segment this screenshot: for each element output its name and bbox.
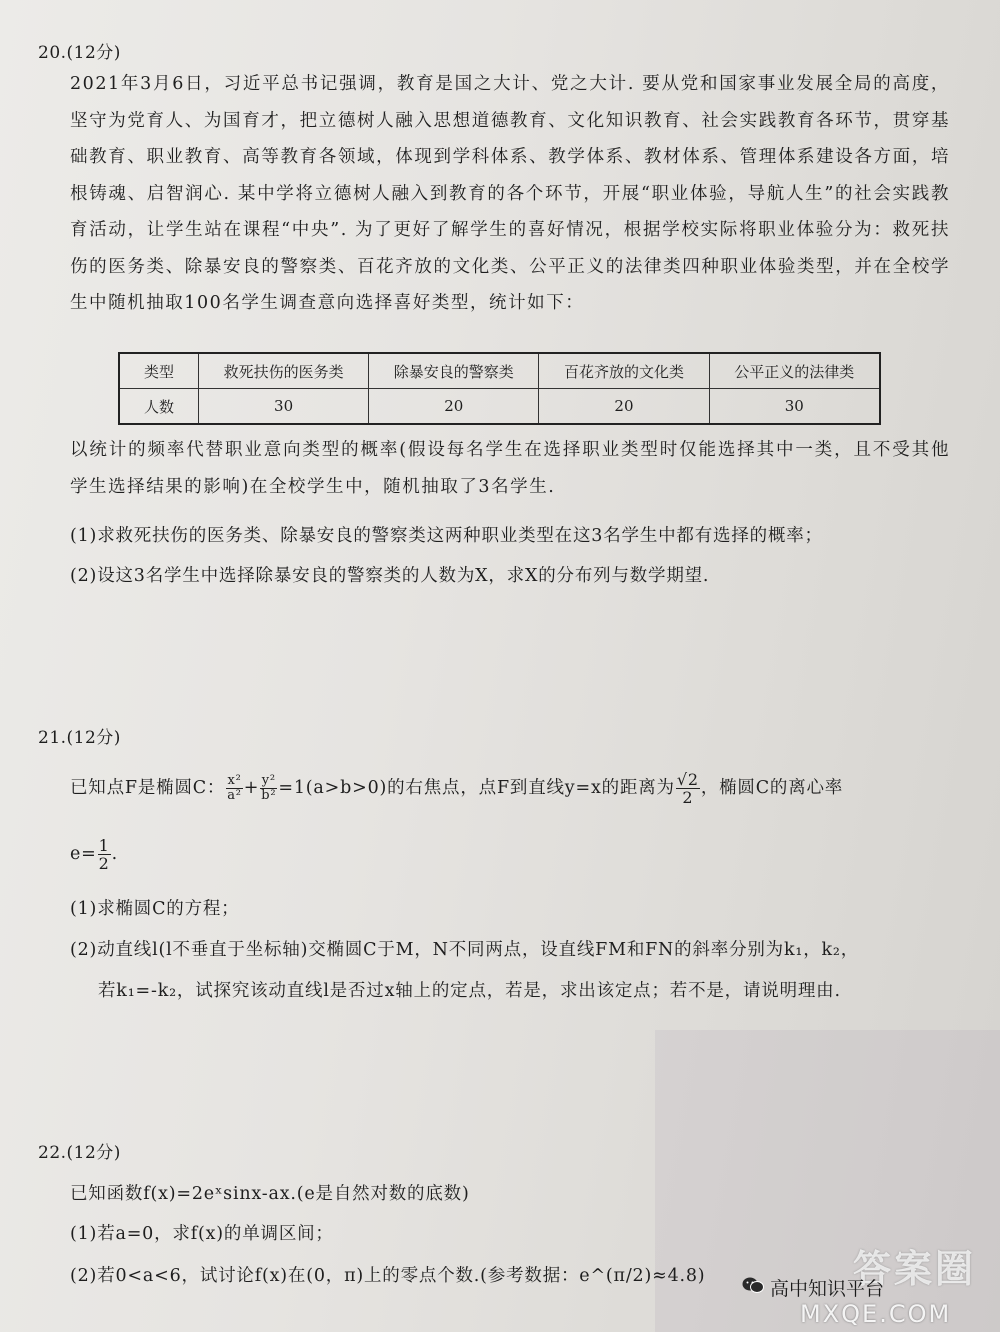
fraction-x <box>226 774 243 803</box>
fraction-y <box>260 774 277 803</box>
table-cell: 类型 <box>119 353 199 389</box>
table-row <box>119 353 880 389</box>
q20-stat-table <box>118 352 881 425</box>
q20-part2: (2)设这3名学生中选择除暴安良的警察类的人数为X，求X的分布列与数学期望. <box>70 566 710 586</box>
q20-after-table: 以统计的频率代替职业意向类型的概率(假设每名学生在选择职业类型时仅能选择其中一类，且不受其他学生选择结果的影响)在全校学生中，随机抽取了3名学生. <box>70 440 950 497</box>
q21-intro-b: =1(a>b>0)的右焦点，点F到直线y=x的距离为 <box>278 778 675 798</box>
table-cell: 救死扶伤的医务类 <box>199 353 369 389</box>
frac-num: x² <box>227 773 242 788</box>
table-cell: 30 <box>199 389 369 425</box>
q22-part2: (2)若0<a<6，试讨论f(x)在(0，π)上的零点个数.(参考数据：e^(π/2)≈4.8) <box>70 1266 706 1286</box>
frac-den: 2 <box>676 788 700 806</box>
table-cell: 除暴安良的警察类 <box>369 353 539 389</box>
watermark-url: MXQE.COM <box>800 1300 952 1328</box>
q21-part2: (2)动直线l(l不垂直于坐标轴)交椭圆C于M，N不同两点，设直线FM和FN的斜率分别为k₁，k₂， <box>70 940 860 960</box>
fraction-e <box>98 837 111 872</box>
q21-eccentricity <box>70 836 118 872</box>
table-cell: 20 <box>369 389 539 425</box>
table-cell: 人数 <box>119 389 199 425</box>
q21-intro-a: 已知点F是椭圆C： <box>70 778 226 798</box>
table-cell: 20 <box>539 389 709 425</box>
e-suffix: . <box>111 844 118 864</box>
q22-part1: (1)若a=0，求f(x)的单调区间； <box>70 1224 334 1244</box>
q20-header: 20.(12分) <box>38 43 121 63</box>
table-row <box>119 389 880 425</box>
table-cell: 30 <box>709 389 880 425</box>
table-cell: 公平正义的法律类 <box>709 353 880 389</box>
q22-intro: 已知函数f(x)=2eˣsinx-ax.(e是自然对数的底数) <box>70 1184 470 1204</box>
q22-header: 22.(12分) <box>38 1143 121 1163</box>
q20-part1: (1)求救死扶伤的医务类、除暴安良的警察类这两种职业类型在这3名学生中都有选择的概率； <box>70 526 823 546</box>
frac-den: 2 <box>98 854 110 873</box>
table-cell: 百花齐放的文化类 <box>539 353 709 389</box>
frac-den: a² <box>227 788 242 803</box>
q21-intro: 已知点F是椭圆C： $\frac{\text{x²}}{\text{a²}}$ + $\frac{\text{y²}}{\text{b²}}$ =1(a>b>0)的右焦点，点F到直线y=x的距离为 $\frac{√2}{2}$ ，椭圆C的离心率 <box>70 770 844 807</box>
frac-num: 1 <box>98 836 110 855</box>
frac-num: √2 <box>676 770 699 789</box>
q21-part1: (1)求椭圆C的方程； <box>70 899 240 919</box>
q20-paragraph: 2021年3月6日，习近平总书记强调，教育是国之大计、党之大计. 要从党和国家事业发展全局的高度，坚守为党育人、为国育才，把立德树人融入思想道德教育、文化知识教育、社会实践教育各环节，贯穿基础教育、职业教育、高等教育各领域，体现到学科体系、教学体系、教材体系、管理体系建设各方面，培根铸魂、启智润心. 某中学将立德树人融入到教育的各个环节，开展“职业体验，导航人生”的社会实践教育活动，让学生站在课程“中央”. 为了更好了解学生的喜好情况，根据学校实际将职业体验分为：救死扶伤的医务类、除暴安良的警察类、百花齐放的文化类、公平正义的法律类四种职业体验类型，并在全校学生中随机抽取100名学生调查意向选择喜好类型，统计如下： <box>70 74 950 313</box>
fraction-distance <box>676 771 700 806</box>
wechat-icon <box>742 1276 764 1294</box>
frac-den: b² <box>261 788 277 803</box>
watermark-logo: 答案圈 <box>852 1247 976 1291</box>
frac-num: y² <box>261 773 276 788</box>
q21-part2b: 若k₁=-k₂，试探究该动直线l是否过x轴上的定点，若是，求出该定点；若不是，请说明理由. <box>98 981 841 1001</box>
q21-intro-c: ，椭圆C的离心率 <box>700 778 844 798</box>
q21-header: 21.(12分) <box>38 728 121 748</box>
e-prefix: e= <box>70 844 97 864</box>
watermark-account: 高中知识平台 <box>770 1278 885 1300</box>
